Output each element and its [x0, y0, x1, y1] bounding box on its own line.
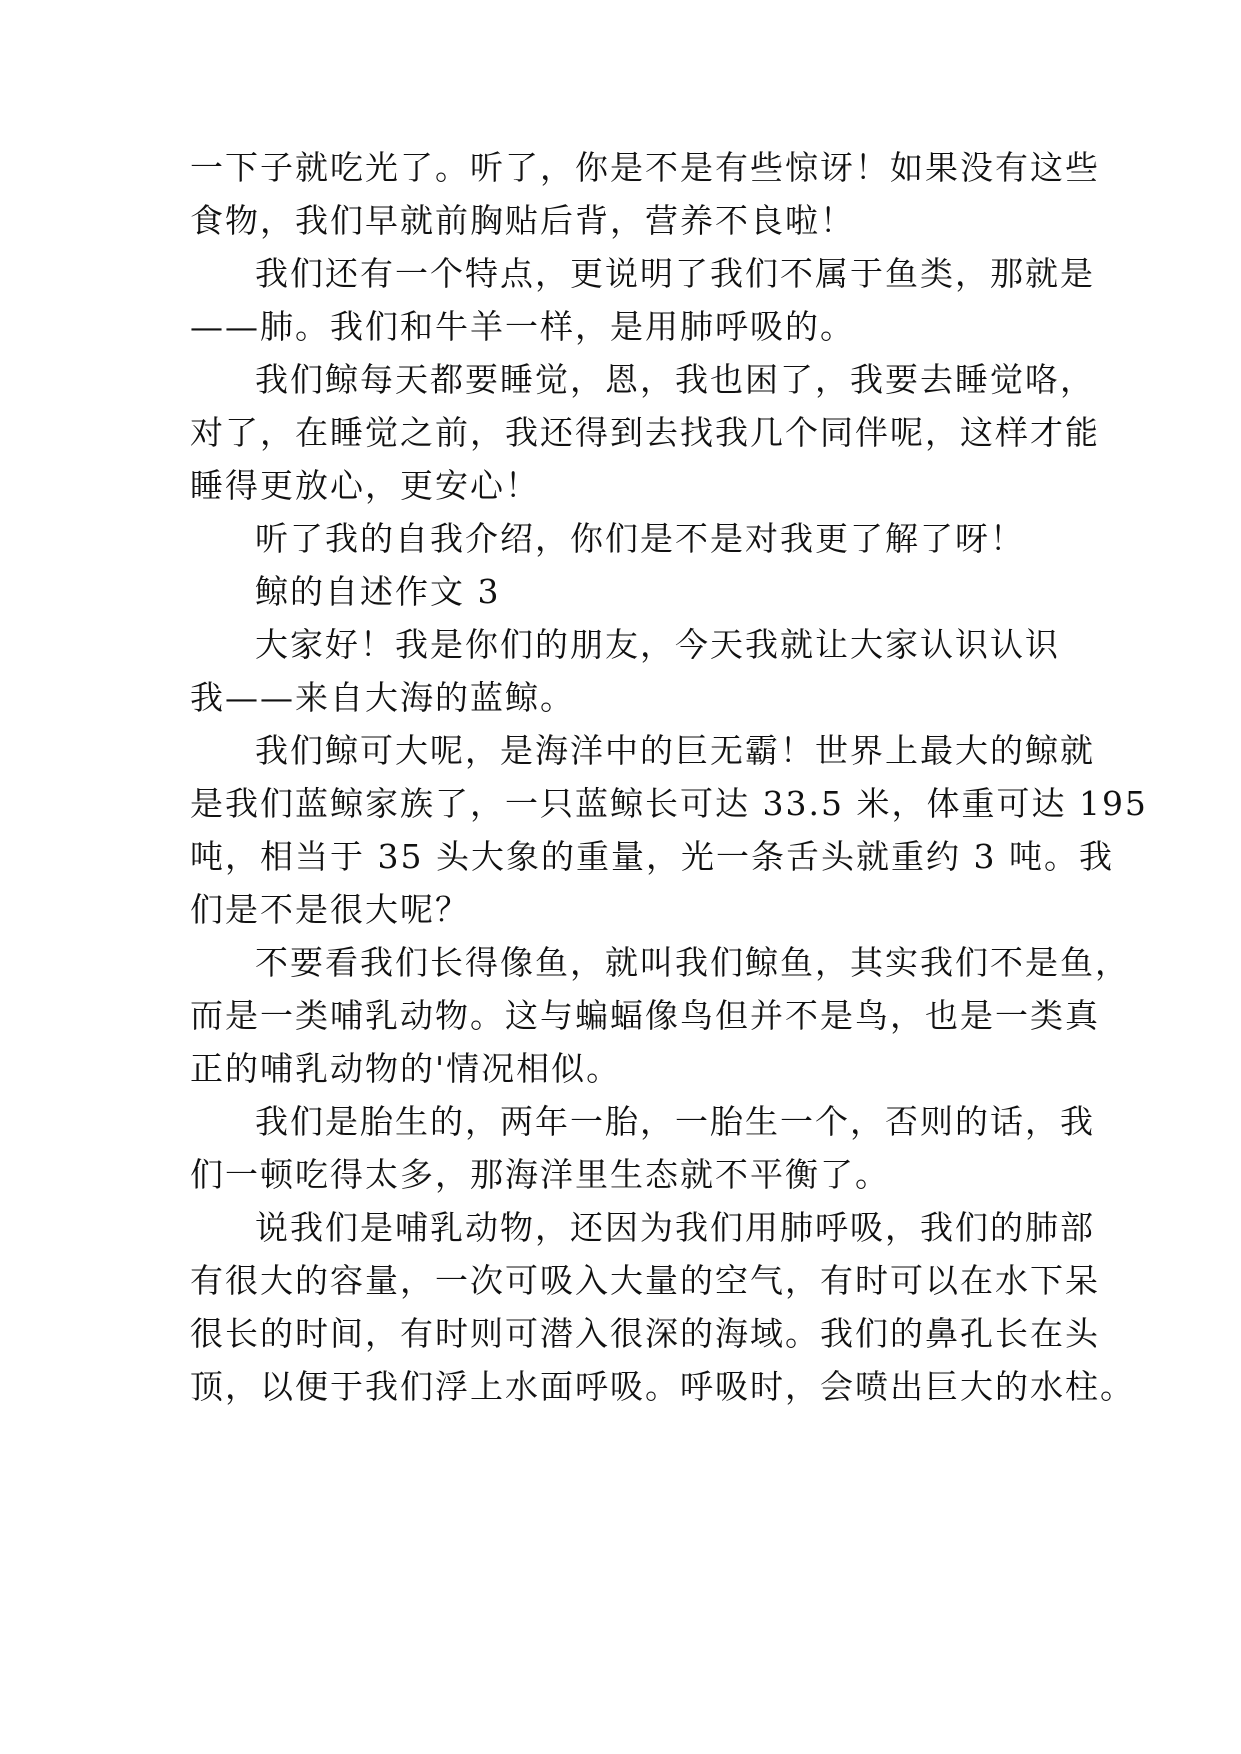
text-line: 而是一类哺乳动物。这与蝙蝠像鸟但并不是鸟，也是一类真	[190, 996, 1100, 1035]
text-line: 食物，我们早就前胸贴后背，营养不良啦！	[190, 201, 855, 240]
paragraph-start-line: 我们还有一个特点，更说明了我们不属于鱼类，那就是	[255, 254, 1095, 293]
paragraph-start-line: 我们是胎生的，两年一胎，一胎生一个，否则的话，我	[255, 1102, 1095, 1141]
paragraph-start-line: 说我们是哺乳动物，还因为我们用肺呼吸，我们的肺部	[255, 1208, 1095, 1247]
section-title: 鲸的自述作文 3	[255, 572, 501, 611]
paragraph-start-line: 大家好！我是你们的朋友，今天我就让大家认识认识	[255, 625, 1060, 664]
text-line: 们是不是很大呢？	[190, 890, 470, 929]
text-line: 顶，以便于我们浮上水面呼吸。呼吸时，会喷出巨大的水柱。	[190, 1367, 1135, 1406]
paragraph-start-line: 我们鲸每天都要睡觉，恩，我也困了，我要去睡觉咯，	[255, 360, 1095, 399]
text-line: 吨，相当于 35 头大象的重量，光一条舌头就重约 3 吨。我	[190, 837, 1114, 876]
text-line: 正的哺乳动物的'情况相似。	[190, 1049, 622, 1088]
paragraph-start-line: 听了我的自我介绍，你们是不是对我更了解了呀！	[255, 519, 1025, 558]
text-line: 是我们蓝鲸家族了，一只蓝鲸长可达 33.5 米，体重可达 195	[190, 784, 1148, 823]
text-line: 们一顿吃得太多，那海洋里生态就不平衡了。	[190, 1155, 890, 1194]
text-line: ——肺。我们和牛羊一样，是用肺呼吸的。	[190, 307, 855, 346]
text-line: 很长的时间，有时则可潜入很深的海域。我们的鼻孔长在头	[190, 1314, 1100, 1353]
text-line: 有很大的容量，一次可吸入大量的空气，有时可以在水下呆	[190, 1261, 1100, 1300]
text-line: 对了，在睡觉之前，我还得到去找我几个同伴呢，这样才能	[190, 413, 1100, 452]
text-line: 一下子就吃光了。听了，你是不是有些惊讶！如果没有这些	[190, 148, 1100, 187]
paragraph-start-line: 我们鲸可大呢，是海洋中的巨无霸！世界上最大的鲸就	[255, 731, 1095, 770]
text-line: 睡得更放心，更安心！	[190, 466, 540, 505]
text-line: 我——来自大海的蓝鲸。	[190, 678, 575, 717]
paragraph-start-line: 不要看我们长得像鱼，就叫我们鲸鱼，其实我们不是鱼，	[255, 943, 1130, 982]
